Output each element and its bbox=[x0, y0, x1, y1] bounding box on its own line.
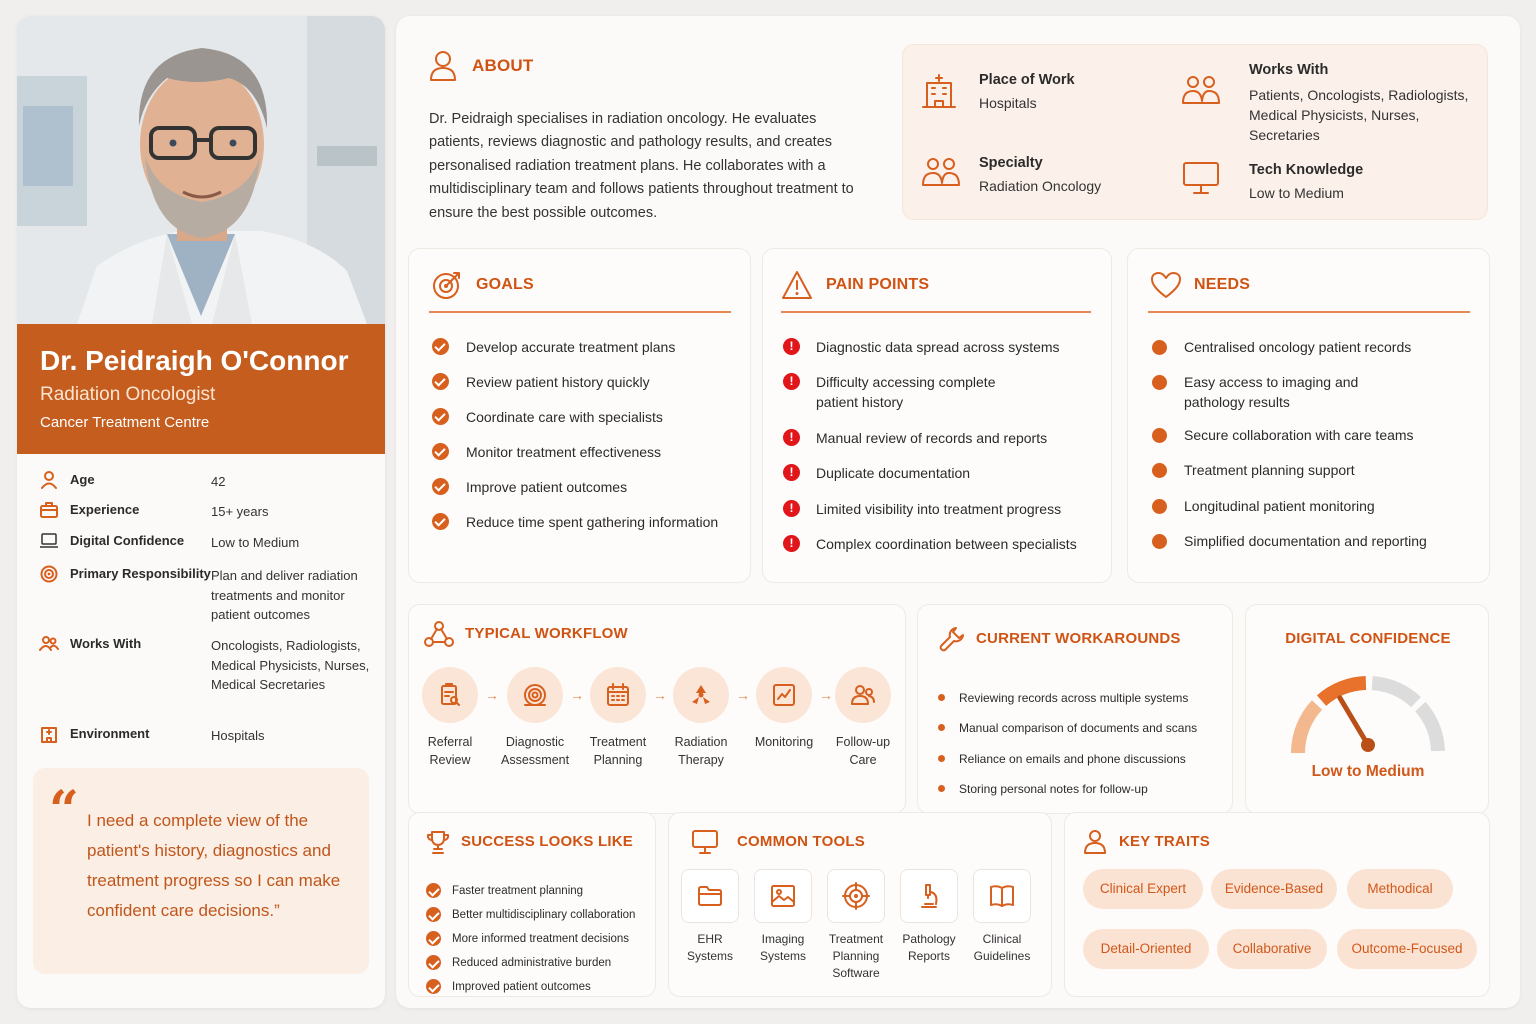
crosshair-icon bbox=[827, 869, 885, 923]
about-text: Dr. Peidraigh specialises in radiation oncology. He evaluates patients, reviews diagnostic and pathology results, and creates personalised radiation treatment plans. He collaborates with a multidisciplinary team and follows patients throughout treatment to ensure the best possible outcomes. bbox=[429, 111, 854, 221]
trait-pill: Collaborative bbox=[1217, 929, 1327, 969]
trait-pill: Outcome-Focused bbox=[1337, 929, 1477, 969]
tools-heading: COMMON TOOLS bbox=[737, 833, 865, 850]
bullet-icon bbox=[938, 694, 945, 701]
arrow-icon: → bbox=[570, 687, 584, 703]
bullet-icon bbox=[1152, 499, 1167, 514]
gauge-segment-mid bbox=[1322, 683, 1366, 701]
profile-role: Radiation Oncologist bbox=[40, 384, 216, 405]
arrow-icon: → bbox=[736, 687, 750, 703]
about-heading: ABOUT bbox=[472, 56, 534, 75]
workarounds-heading: CURRENT WORKAROUNDS bbox=[976, 630, 1181, 647]
success-item: Faster treatment planning bbox=[452, 885, 584, 897]
fact-label: Primary Responsibility bbox=[70, 566, 211, 581]
tool-item bbox=[675, 869, 745, 965]
check-icon bbox=[432, 373, 449, 390]
people-icon bbox=[921, 155, 961, 189]
laptop-icon bbox=[39, 531, 59, 551]
bullet-icon bbox=[1152, 428, 1167, 443]
pain-points-card bbox=[762, 248, 1112, 583]
hospital-icon bbox=[921, 73, 957, 109]
gauge-segment-low bbox=[1298, 705, 1317, 753]
need-item: Longitudinal patient monitoring bbox=[1184, 498, 1375, 514]
workflow-icon bbox=[424, 620, 454, 648]
trait-pill: Evidence-Based bbox=[1211, 869, 1337, 909]
profile-card bbox=[17, 16, 385, 1008]
profile-name: Dr. Peidraigh O'Connor bbox=[40, 345, 349, 376]
goals-heading: GOALS bbox=[476, 276, 534, 293]
persona-quote bbox=[33, 768, 369, 974]
workflow-step-label: Monitoring bbox=[754, 735, 814, 749]
workaround-item: Reviewing records across multiple systems bbox=[959, 691, 1189, 705]
traits-card bbox=[1064, 812, 1490, 997]
trait-pill: Methodical bbox=[1347, 869, 1453, 909]
works-with-label: Works With bbox=[1249, 62, 1329, 78]
need-item: Easy access to imaging and pathology results bbox=[1184, 374, 1359, 410]
people-icon bbox=[39, 634, 59, 654]
need-item: Secure collaboration with care teams bbox=[1184, 427, 1414, 443]
goal-item: Monitor treatment effectiveness bbox=[466, 444, 662, 460]
trait-pill: Clinical Expert bbox=[1083, 869, 1203, 909]
workflow-step bbox=[578, 667, 658, 769]
bullet-icon bbox=[1152, 375, 1167, 390]
specialty-label: Specialty bbox=[979, 155, 1043, 171]
check-icon bbox=[426, 931, 441, 946]
workflow-step bbox=[410, 667, 490, 769]
bullet-icon bbox=[1152, 340, 1167, 355]
workflow-step bbox=[744, 667, 824, 751]
bullet-icon bbox=[938, 785, 945, 792]
fact-value: 42 bbox=[211, 474, 226, 489]
fact-label: Experience bbox=[70, 502, 140, 517]
fact-value: Plan and deliver radiation treatments and monitor patient outcomes bbox=[211, 568, 358, 622]
workflow-step bbox=[495, 667, 575, 769]
check-icon bbox=[426, 955, 441, 970]
tool-item bbox=[967, 869, 1037, 965]
gauge-hub bbox=[1361, 738, 1375, 752]
pain-point-item: Difficulty accessing complete patient history bbox=[816, 374, 996, 410]
digital-confidence-heading: DIGITAL CONFIDENCE bbox=[1285, 630, 1451, 647]
goal-item: Reduce time spent gathering information bbox=[466, 514, 719, 530]
fact-value: Oncologists, Radiologists, Medical Physicists, Nurses, Medical Secretaries bbox=[211, 638, 370, 692]
success-item: More informed treatment decisions bbox=[452, 933, 630, 945]
arrow-icon: → bbox=[653, 687, 667, 703]
check-icon bbox=[432, 443, 449, 460]
needs-card bbox=[1127, 248, 1490, 583]
divider bbox=[781, 311, 1091, 313]
success-item: Improved patient outcomes bbox=[452, 981, 591, 993]
target-icon bbox=[39, 564, 59, 584]
profile-org: Cancer Treatment Centre bbox=[40, 414, 210, 431]
goal-item: Improve patient outcomes bbox=[466, 479, 628, 495]
goals-card bbox=[408, 248, 751, 583]
check-icon bbox=[432, 338, 449, 355]
calendar-icon bbox=[590, 667, 646, 723]
need-item: Centralised oncology patient records bbox=[1184, 339, 1412, 355]
workflow-step-label: Radiation Therapy bbox=[674, 735, 728, 767]
goal-item: Develop accurate treatment plans bbox=[466, 339, 676, 355]
check-icon bbox=[426, 979, 441, 994]
wrench-icon bbox=[938, 625, 966, 653]
check-icon bbox=[426, 883, 441, 898]
alert-icon: ! bbox=[783, 535, 800, 552]
pain-point-item: Diagnostic data spread across systems bbox=[816, 339, 1060, 355]
workarounds-card bbox=[917, 604, 1233, 814]
check-icon bbox=[432, 513, 449, 530]
workaround-item: Manual comparison of documents and scans bbox=[959, 721, 1198, 735]
name-banner bbox=[17, 324, 385, 454]
workflow-step-label: Treatment Planning bbox=[589, 735, 647, 767]
alert-icon: ! bbox=[783, 338, 800, 355]
success-item: Reduced administrative burden bbox=[452, 957, 612, 969]
divider bbox=[429, 311, 731, 313]
tool-label: Imaging Systems bbox=[759, 932, 806, 963]
fact-value: Low to Medium bbox=[211, 535, 300, 550]
gauge-segment-high bbox=[1372, 683, 1416, 702]
tool-item bbox=[821, 869, 891, 982]
heart-icon bbox=[1150, 271, 1182, 299]
people-icon bbox=[835, 667, 891, 723]
divider bbox=[1148, 311, 1470, 313]
bullet-icon bbox=[1152, 463, 1167, 478]
microscope-icon bbox=[900, 869, 958, 923]
quote-mark-icon: “ bbox=[49, 780, 79, 841]
alert-icon: ! bbox=[783, 429, 800, 446]
briefcase-icon bbox=[39, 500, 59, 520]
workflow-step-label: Diagnostic Assessment bbox=[501, 735, 570, 767]
chart-icon bbox=[756, 667, 812, 723]
hospital-icon bbox=[39, 724, 59, 744]
gauge-segment-max bbox=[1420, 707, 1438, 751]
check-icon bbox=[426, 907, 441, 922]
pain-points-heading: PAIN POINTS bbox=[826, 276, 930, 293]
monitor-icon bbox=[691, 829, 719, 855]
arrow-icon: → bbox=[485, 687, 499, 703]
place-label: Place of Work bbox=[979, 72, 1075, 88]
workaround-item: Reliance on emails and phone discussions bbox=[959, 752, 1186, 766]
pain-point-item: Limited visibility into treatment progress bbox=[816, 501, 1062, 517]
tool-label: Treatment Planning Software bbox=[828, 932, 884, 980]
radiation-icon bbox=[673, 667, 729, 723]
goal-item: Coordinate care with specialists bbox=[466, 409, 663, 425]
workaround-item: Storing personal notes for follow-up bbox=[959, 782, 1148, 796]
bullet-icon bbox=[938, 755, 945, 762]
scan-icon bbox=[507, 667, 563, 723]
workflow-step bbox=[823, 667, 903, 769]
workflow-heading: TYPICAL WORKFLOW bbox=[465, 625, 628, 642]
traits-heading: KEY TRAITS bbox=[1119, 833, 1210, 850]
trophy-icon bbox=[425, 829, 451, 855]
check-icon bbox=[432, 478, 449, 495]
works-with-value: Patients, Oncologists, Radiologists, Medical Physicists, Nurses, Secretaries bbox=[1249, 87, 1469, 143]
pain-point-item: Duplicate documentation bbox=[816, 465, 971, 481]
gauge-needle bbox=[1340, 698, 1368, 745]
tool-item bbox=[894, 869, 964, 965]
profile-photo bbox=[17, 16, 385, 324]
arrow-icon: → bbox=[819, 687, 833, 703]
fact-label: Works With bbox=[70, 636, 142, 651]
person-icon bbox=[428, 50, 458, 82]
confidence-value: Low to Medium bbox=[1311, 763, 1425, 780]
warning-icon bbox=[781, 270, 813, 300]
trait-pill: Detail-Oriented bbox=[1083, 929, 1209, 969]
needs-heading: NEEDS bbox=[1194, 276, 1251, 293]
tools-card bbox=[668, 812, 1052, 997]
alert-icon: ! bbox=[783, 500, 800, 517]
check-icon bbox=[432, 408, 449, 425]
workflow-step bbox=[661, 667, 741, 769]
success-item: Better multidisciplinary collaboration bbox=[452, 909, 636, 921]
goal-item: Review patient history quickly bbox=[466, 374, 650, 390]
pain-point-item: Manual review of records and reports bbox=[816, 430, 1048, 446]
persona-details bbox=[396, 16, 1520, 1008]
image-icon bbox=[754, 869, 812, 923]
people-icon bbox=[1181, 73, 1221, 107]
tool-label: Clinical Guidelines bbox=[973, 932, 1031, 963]
tool-label: Pathology Reports bbox=[902, 932, 956, 963]
alert-icon: ! bbox=[783, 464, 800, 481]
book-icon bbox=[973, 869, 1031, 923]
fact-label: Age bbox=[70, 472, 95, 487]
success-card bbox=[408, 812, 656, 997]
person-icon bbox=[39, 470, 59, 490]
fact-value: Hospitals bbox=[211, 728, 265, 743]
tool-item bbox=[748, 869, 818, 965]
monitor-icon bbox=[1182, 161, 1220, 195]
workflow-step-label: Referral Review bbox=[427, 735, 473, 767]
target-icon bbox=[432, 270, 462, 300]
need-item: Treatment planning support bbox=[1184, 462, 1355, 478]
fact-label: Digital Confidence bbox=[70, 533, 185, 548]
tool-label: EHR Systems bbox=[686, 932, 733, 963]
fact-value: 15+ years bbox=[211, 504, 269, 519]
specialty-value: Radiation Oncology bbox=[979, 178, 1102, 194]
clipboard-search-icon bbox=[422, 667, 478, 723]
workflow-card bbox=[408, 604, 906, 814]
tech-label: Tech Knowledge bbox=[1249, 162, 1364, 178]
success-heading: SUCCESS LOOKS LIKE bbox=[461, 833, 633, 850]
bullet-icon bbox=[938, 724, 945, 731]
folder-icon bbox=[681, 869, 739, 923]
fact-label: Environment bbox=[70, 726, 150, 741]
pain-point-item: Complex coordination between specialists bbox=[816, 536, 1077, 552]
workflow-step-label: Follow-up Care bbox=[835, 735, 891, 767]
info-panel bbox=[902, 44, 1488, 220]
alert-icon: ! bbox=[783, 373, 800, 390]
need-item: Simplified documentation and reporting bbox=[1184, 533, 1427, 549]
bullet-icon bbox=[1152, 534, 1167, 549]
tech-value: Low to Medium bbox=[1249, 185, 1344, 201]
place-value: Hospitals bbox=[979, 95, 1037, 111]
confidence-gauge bbox=[1278, 667, 1458, 757]
digital-confidence-card bbox=[1245, 604, 1489, 814]
person-icon bbox=[1083, 829, 1107, 855]
quote-text: I need a complete view of the patient's history, diagnostics and treatment progress so I can make confident care decisions.” bbox=[87, 811, 341, 920]
